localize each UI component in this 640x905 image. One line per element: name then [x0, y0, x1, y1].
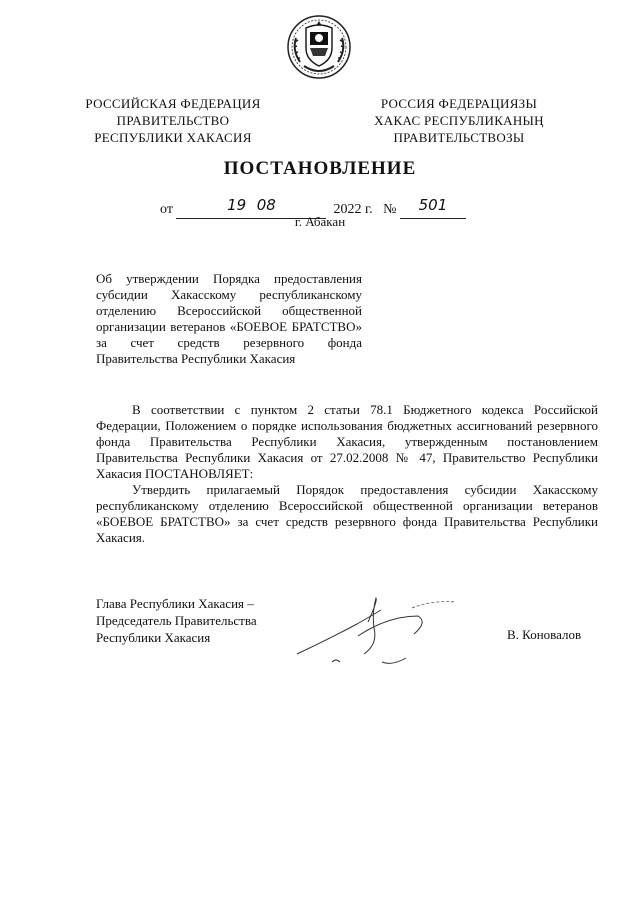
- header-ru-line: РЕСПУБЛИКИ ХАКАСИЯ: [94, 130, 252, 145]
- number-label: №: [383, 202, 397, 217]
- date-month: 08: [256, 196, 276, 214]
- header-ru-line: ПРАВИТЕЛЬСТВО: [116, 113, 230, 128]
- signatory-position: [96, 595, 257, 646]
- handwritten-signature: [292, 592, 462, 672]
- signatory-position-line: Глава Республики Хакасия –: [96, 596, 254, 611]
- city: г. Абакан: [294, 214, 346, 229]
- body-paragraph: Утвердить прилагаемый Порядок предоставления субсидии Хакасскому республиканскому отделению Всероссийской общественной организации ветеранов «БОЕВОЕ БРАТСТВО» за счет средств резервного фонда Правительства Республики Хакасия.: [96, 482, 598, 545]
- date-year: 2022 г.: [333, 202, 373, 217]
- document-number: 501: [418, 196, 448, 214]
- header-ru-line: РОССИЙСКАЯ ФЕДЕРАЦИЯ: [85, 96, 261, 111]
- signatory-name: В. Коновалов: [507, 627, 582, 642]
- header-khakas-line: РОССИЯ ФЕДЕРАЦИЯЗЫ: [380, 96, 538, 111]
- signatory-position-line: Республики Хакасия: [96, 630, 211, 645]
- date-day: 19: [227, 196, 247, 214]
- subject-text: Об утверждении Порядка предоставления субсидии Хакасскому республиканскому отделению Всероссийской общественной организации ветеранов «БОЕВОЕ БРАТСТВО» за счет средств резервного фонда Правительства Республики Хакасия: [96, 271, 362, 366]
- header-khakas-line: ХАКАС РЕСПУБЛИКАНЫҢ: [374, 113, 544, 128]
- header-ru: [78, 95, 268, 146]
- date-from-label: от: [160, 202, 173, 217]
- body-paragraph: В соответствии с пунктом 2 статьи 78.1 Бюджетного кодекса Российской Федерации, Положением о порядке использования бюджетных ассигнований резервного фонда Правительства Республики Хакасия, утвержденным постановлением Правительства Республики Хакасия от 27.02.2008 № 47, Правительство Республики Хакасия ПОСТАНОВЛЯЕТ:: [96, 402, 598, 481]
- header-khakas: [364, 95, 554, 146]
- signatory-position-line: Председатель Правительства: [96, 613, 257, 628]
- body-text: [96, 402, 598, 546]
- coat-of-arms-emblem: [286, 14, 352, 80]
- header-khakas-line: ПРАВИТЕЛЬСТВОЗЫ: [393, 130, 525, 145]
- document-title: ПОСТАНОВЛЕНИЕ: [223, 158, 417, 179]
